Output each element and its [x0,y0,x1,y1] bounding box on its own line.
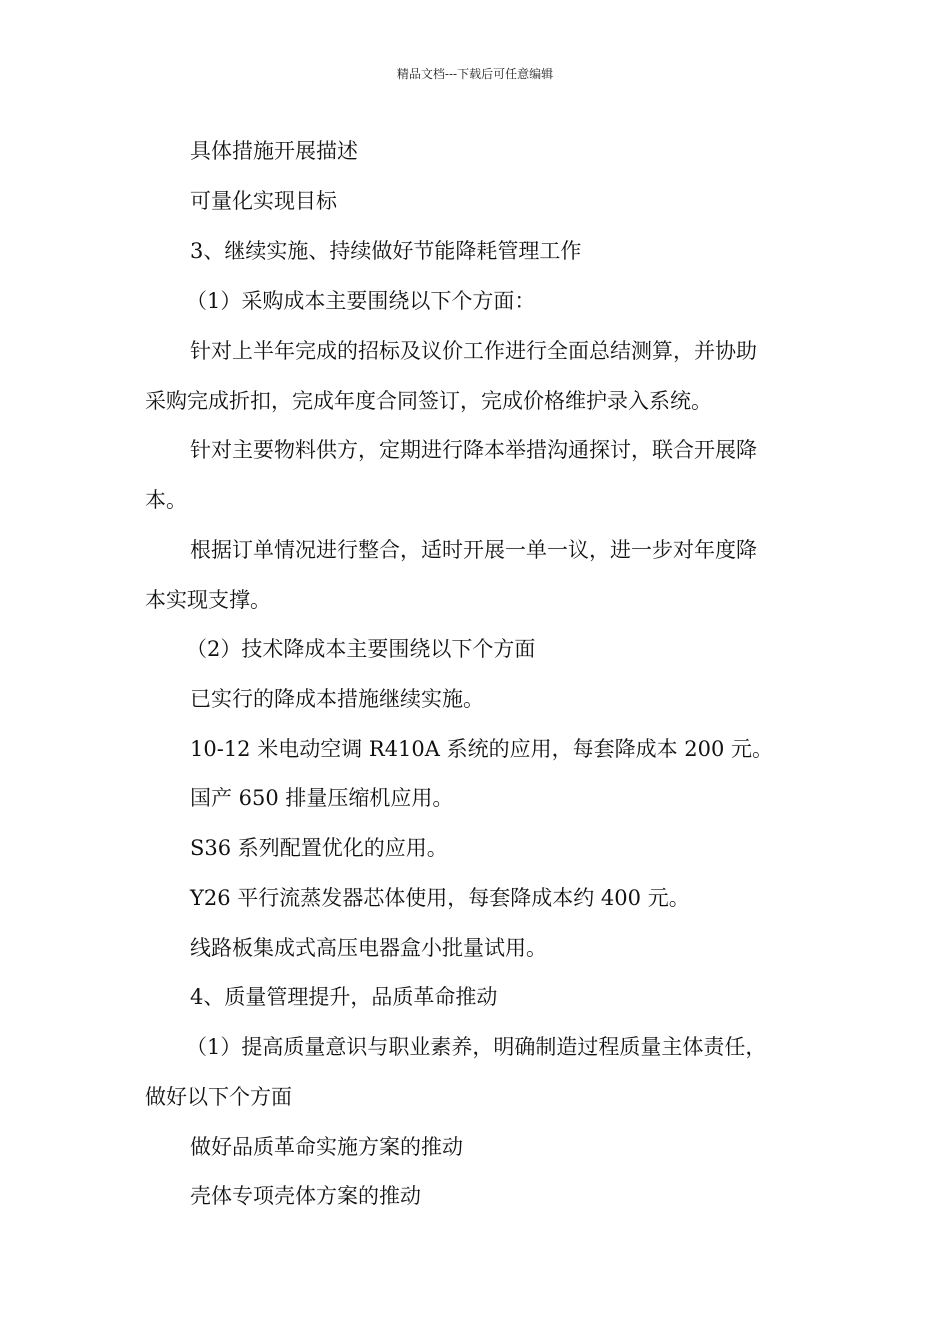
paragraph-line: 线路板集成式高压电器盒小批量试用。 [190,936,547,960]
section-heading: 4、质量管理提升，品质革命推动 [190,985,498,1009]
paragraph-line: 做好以下个方面 [145,1085,292,1109]
paragraph-line: 根据订单情况进行整合，适时开展一单一议，进一步对年度降 [190,538,757,562]
paragraph-line: S36 系列配置优化的应用。 [190,836,448,860]
page-header: 精品文档---下载后可任意编辑 [396,67,554,81]
paragraph-line: 本实现支撑。 [145,588,271,612]
paragraph-line: 可量化实现目标 [190,189,337,213]
paragraph-line: Y26 平行流蒸发器芯体使用，每套降成本约 400 元。 [190,886,690,910]
paragraph-line: 针对上半年完成的招标及议价工作进行全面总结测算，并协助 [190,339,757,363]
paragraph-line: 10-12 米电动空调 R410A 系统的应用，每套降成本 200 元。 [190,737,774,761]
paragraph-line: 采购完成折扣，完成年度合同签订，完成价格维护录入系统。 [145,389,712,413]
subsection-heading: （2）技术降成本主要围绕以下个方面 [186,637,536,661]
paragraph-line: 具体措施开展描述 [190,139,358,163]
subsection-heading: （1）采购成本主要围绕以下个方面： [186,289,536,313]
section-heading: 3、继续实施、持续做好节能降耗管理工作 [190,239,582,263]
paragraph-line: 国产 650 排量压缩机应用。 [190,786,454,810]
paragraph-line: 已实行的降成本措施继续实施。 [190,687,484,711]
subsection-heading: （1）提高质量意识与职业素养，明确制造过程质量主体责任， [186,1035,767,1059]
paragraph-line: 做好品质革命实施方案的推动 [190,1135,463,1159]
paragraph-line: 壳体专项壳体方案的推动 [190,1184,421,1208]
paragraph-line: 针对主要物料供方，定期进行降本举措沟通探讨，联合开展降 [190,438,757,462]
paragraph-line: 本。 [145,488,187,512]
